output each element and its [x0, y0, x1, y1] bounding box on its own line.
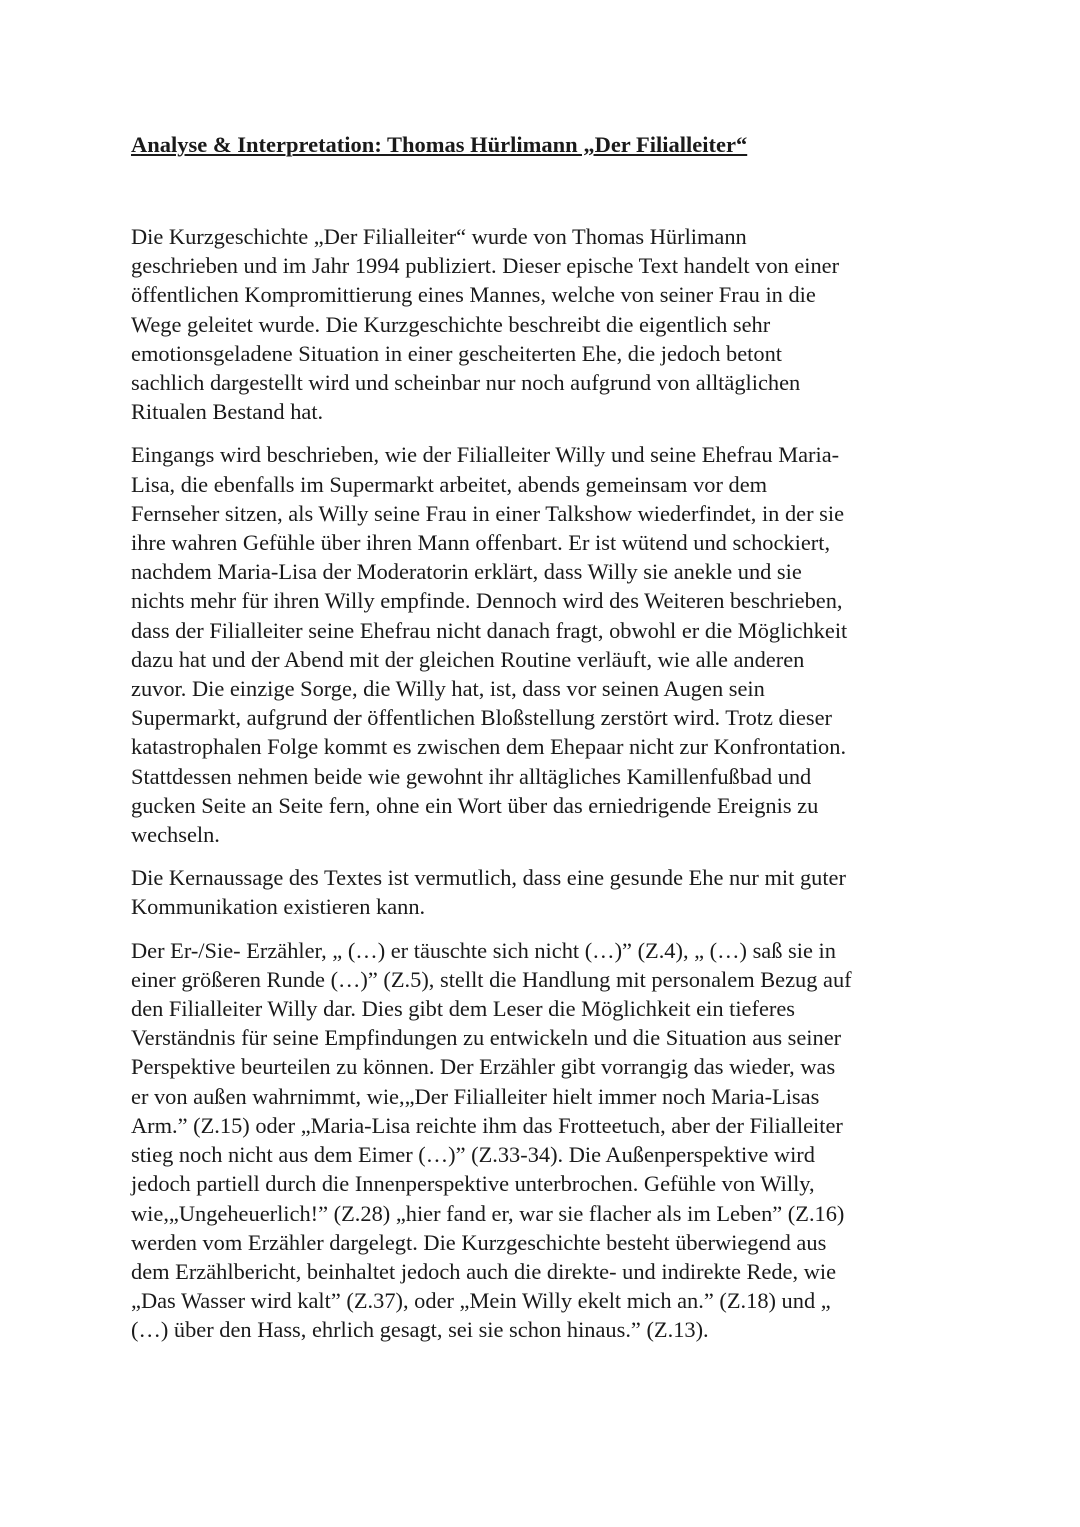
text-line: Eingangs wird beschrieben, wie der Filialleiter Willy und seine Ehefrau Maria-: [131, 442, 840, 468]
paragraph-summary: [131, 440, 961, 849]
text-line: nichts mehr für ihren Willy empfinde. Dennoch wird des Weiteren beschrieben,: [131, 588, 843, 614]
text-line: dazu hat und der Abend mit der gleichen Routine verläuft, wie alle anderen: [131, 646, 805, 672]
text-line: Die Kurzgeschichte „Der Filialleiter“ wurde von Thomas Hürlimann: [131, 224, 747, 249]
paragraph-narrator-analysis: [131, 936, 961, 1345]
text-line: emotionsgeladene Situation in einer gescheiterten Ehe, die jedoch betont: [131, 340, 782, 366]
text-line: Fernseher sitzen, als Willy seine Frau in einer Talkshow wiederfindet, in der sie: [131, 500, 845, 526]
text-line: Supermarkt, aufgrund der öffentlichen Bloßstellung zerstört wird. Trotz dieser: [131, 705, 833, 731]
text-line: sachlich dargestellt wird und scheinbar nur noch aufgrund von alltäglichen: [131, 370, 801, 396]
text-line: gucken Seite an Seite fern, ohne ein Wort über das erniedrigende Ereignis zu: [131, 792, 819, 818]
text-line: geschrieben und im Jahr 1994 publiziert. Dieser epische Text handelt von einer: [131, 253, 840, 279]
text-line: katastrophalen Folge kommt es zwischen dem Ehepaar nicht zur Konfrontation.: [131, 734, 847, 760]
text-line: Verständnis für seine Empfindungen zu entwickeln und die Situation aus seiner: [131, 1025, 842, 1051]
text-line: den Filialleiter Willy dar. Dies gibt dem Leser die Möglichkeit ein tieferes: [131, 996, 795, 1022]
text-line: Arm.” (Z.15) oder „Maria-Lisa reichte ihm das Frotteetuch, aber der Filialleiter: [131, 1112, 843, 1138]
text-line: zuvor. Die einzige Sorge, die Willy hat, ist, dass vor seinen Augen sein: [131, 676, 765, 702]
text-line: dass der Filialleiter seine Ehefrau nicht danach fragt, obwohl er die Möglichkeit: [131, 617, 848, 643]
text-line: wechseln.: [131, 822, 220, 848]
text-line: öffentlichen Kompromittierung eines Mannes, welche von seiner Frau in die: [131, 282, 816, 308]
text-line: Kommunikation existieren kann.: [131, 894, 426, 920]
text-line: Die Kernaussage des Textes ist vermutlich, dass eine gesunde Ehe nur mit guter: [131, 865, 846, 891]
text-line: Wege geleitet wurde. Die Kurzgeschichte beschreibt die eigentlich sehr: [131, 311, 771, 337]
text-line: Stattdessen nehmen beide wie gewohnt ihr alltägliches Kamillenfußbad und: [131, 763, 812, 789]
text-line: Perspektive beurteilen zu können. Der Erzähler gibt vorrangig das wieder, was: [131, 1054, 836, 1080]
text-line: dem Erzählbericht, beinhaltet jedoch auch die direkte- und indirekte Rede, wie: [131, 1258, 837, 1284]
text-line: wie,„Ungeheuerlich!” (Z.28) „hier fand er, war sie flacher als im Leben” (Z.16): [131, 1200, 845, 1226]
text-line: ihre wahren Gefühle über ihren Mann offenbart. Er ist wütend und schockiert,: [131, 530, 831, 556]
text-line: Ritualen Bestand hat.: [131, 399, 324, 425]
text-line: stieg noch nicht aus dem Eimer (…)” (Z.33-34). Die Außenperspektive wird: [131, 1142, 815, 1168]
text-line: jedoch partiell durch die Innenperspektive unterbrochen. Gefühle von Willy,: [131, 1171, 815, 1197]
text-line: Lisa, die ebenfalls im Supermarkt arbeitet, abends gemeinsam vor dem: [131, 471, 768, 497]
text-line: Der Er-/Sie- Erzähler, „ (…) er täuschte sich nicht (…)” (Z.4), „ (…) saß sie in: [131, 937, 836, 963]
text-line: einer größeren Runde (…)” (Z.5), stellt die Handlung mit personalem Bezug auf: [131, 966, 852, 992]
text-line: werden vom Erzähler dargelegt. Die Kurzgeschichte besteht überwiegend aus: [131, 1229, 827, 1255]
paragraph-introduction: [131, 222, 961, 426]
text-line: er von außen wahrnimmt, wie,„Der Filialleiter hielt immer noch Maria-Lisas: [131, 1083, 820, 1109]
document-page: [131, 130, 961, 1359]
text-line: (…) über den Hass, ehrlich gesagt, sei sie schon hinaus.” (Z.13).: [131, 1317, 709, 1343]
text-line: „Das Wasser wird kalt” (Z.37), oder „Mein Willy ekelt mich an.” (Z.18) und „: [131, 1288, 831, 1314]
paragraph-core-statement: [131, 863, 961, 921]
text-line: nachdem Maria-Lisa der Moderatorin erklärt, dass Willy sie anekle und sie: [131, 559, 802, 585]
document-title: Analyse & Interpretation: Thomas Hürlimann „Der Filialleiter“: [131, 132, 748, 157]
